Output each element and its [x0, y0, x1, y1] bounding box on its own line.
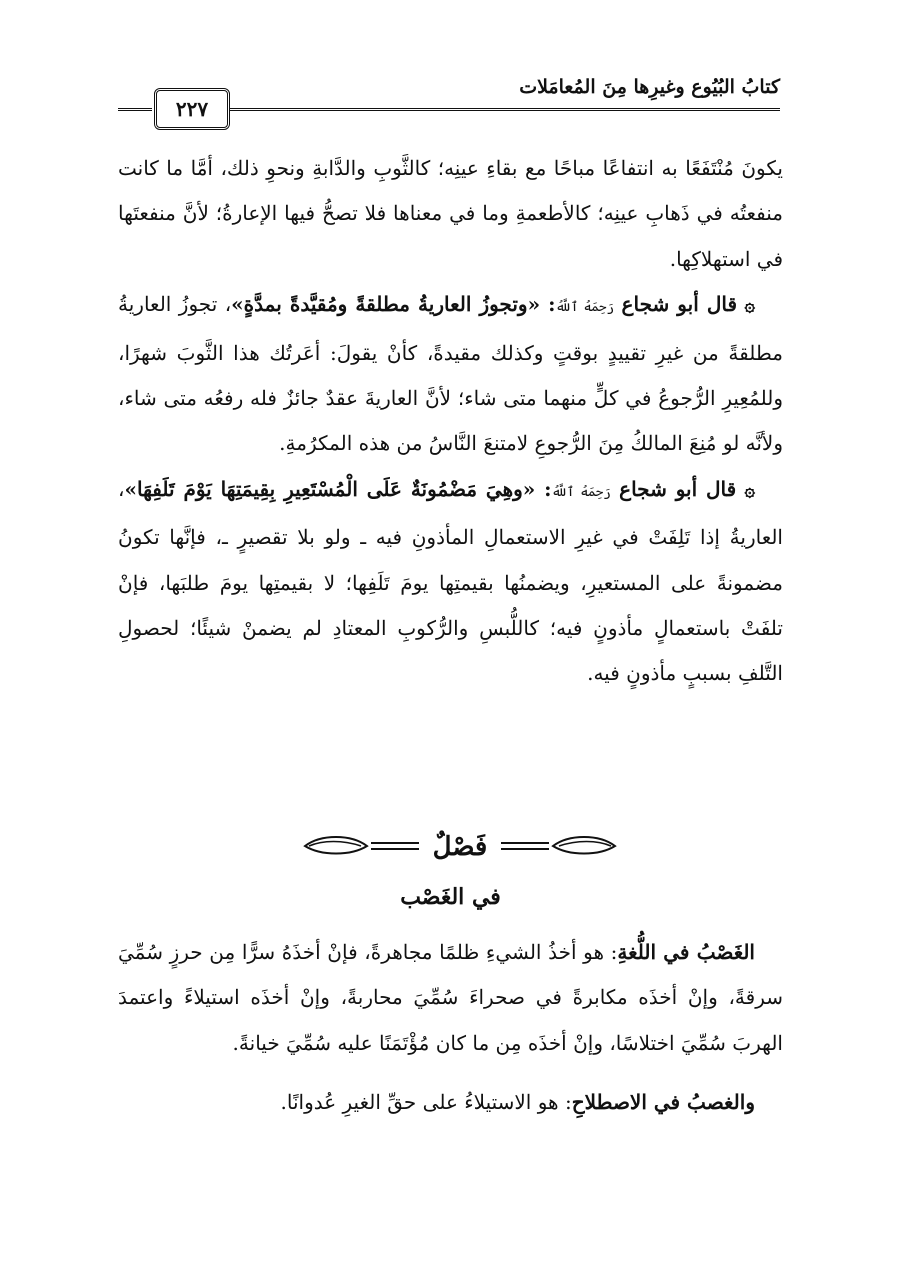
fasl-heading — [240, 822, 680, 872]
main-text — [118, 146, 783, 697]
speaker-label: قال أبو شجاع — [621, 292, 738, 317]
right-ornament-icon — [301, 832, 421, 862]
honorific: رَحِمَهُ ٱللَّهُ — [551, 484, 611, 500]
section-title: في الغَصْب — [400, 884, 501, 910]
definition: : هو الاستيلاءُ على حقِّ الغيرِ عُدوانًا. — [280, 1090, 572, 1115]
definition: : هو أخذُ الشيءِ ظلمًا مجاهرةً، فإنْ أخذَهُ سرًّا مِن حرزٍ سُمِّيَ سرقةً، وإنْ أخذَه مكابرةً في صحراءَ سُمِّيَ محاربةً، وإنْ أخذَه استيلاءً واعتمدَ الهربَ سُمِّيَ اختلاسًا، وإنْ أخذَه مِن ما كان مُؤْتَمَنًا عليه سُمِّيَ خيانةً. — [118, 940, 783, 1055]
honorific: رَحِمَهُ ٱللَّهُ — [555, 300, 615, 316]
section-ornament-icon: ۞ — [744, 295, 756, 317]
commentary: ، العاريةُ إذا تَلِفَتْ في غيرِ الاستعمالِ المأذونِ فيه ـ ولو بلا تقصيرٍ ـ، فإنَّها تكونُ مضمونةً على المستعيرِ، ويضمنُها بقيمتِها يومَ تَلَفِها؛ لا بقيمتِها يومَ طلبَها، فإنْ تلفَتْ باستعمالٍ مأذونٍ فيه؛ كاللُّبسِ والرُّكوبِ المعتادِ لم يضمنْ شيئًا؛ لحصولِ التَّلفِ بسببٍ مأذونٍ فيه. — [118, 476, 783, 686]
paragraph-3 — [118, 467, 783, 697]
page-header — [118, 70, 780, 126]
ghasb-text — [118, 930, 783, 1126]
paragraph-5 — [118, 1080, 783, 1125]
paragraph-1: يكونَ مُنْتَفَعًا به انتفاعًا مباحًا مع بقاءِ عينِه؛ كالثَّوبِ والدَّابةِ ونحوِ ذلك، أمَّا ما كانت منفعتُه في ذَهابِ عينِه؛ كالأطعمةِ وما في معناها فلا تصحُّ فيها الإعارةُ؛ لأنَّ منفعتَها في استهلاكِها. — [118, 156, 783, 271]
paragraph-2 — [118, 282, 783, 467]
term-label: الغَصْبُ في اللُّغةِ — [617, 940, 755, 964]
section-ornament-icon: ۞ — [744, 479, 756, 501]
fasl-title: فَصْلٌ — [432, 832, 488, 862]
page-number: ٢٢٧ — [175, 97, 209, 121]
left-ornament-icon — [499, 832, 619, 862]
page-number-box — [154, 88, 230, 130]
header-rule — [228, 108, 780, 111]
running-title: كتابُ البُيُوع وغيرِها مِنَ المُعامَلات — [519, 76, 780, 98]
commentary: ، تجوزُ العاريةُ مطلقةً من غيرِ تقييدٍ بوقتٍ وكذلك مقيدةً، كأنْ يقولَ: أعَرتُك هذا الثَّوبَ شهرًا، وللمُعِيرِ الرُّجوعُ في كلٍّ منهما متى شاء؛ لأنَّ العاريةَ عقدٌ جائزٌ فله رفعُه متى شاء، ولأنَّه لو مُنِعَ المالكُ مِنَ الرُّجوعِ لامتنعَ النَّاسُ من هذه المكرُمةِ. — [118, 292, 783, 456]
term-label: والغصبُ في الاصطلاحِ — [571, 1090, 755, 1115]
speaker-label: قال أبو شجاع — [619, 476, 737, 501]
paragraph-4 — [118, 930, 783, 1066]
header-rule-left — [118, 108, 152, 111]
matn-quote: : «وتجوزُ العاريةُ مطلقةً ومُقيَّدةً بمدَّةٍ» — [231, 292, 556, 317]
matn-quote: : «وهِيَ مَضْمُونَةٌ عَلَى الْمُسْتَعِيرِ بِقِيمَتِهَا يَوْمَ تَلَفِهَا» — [124, 476, 552, 501]
